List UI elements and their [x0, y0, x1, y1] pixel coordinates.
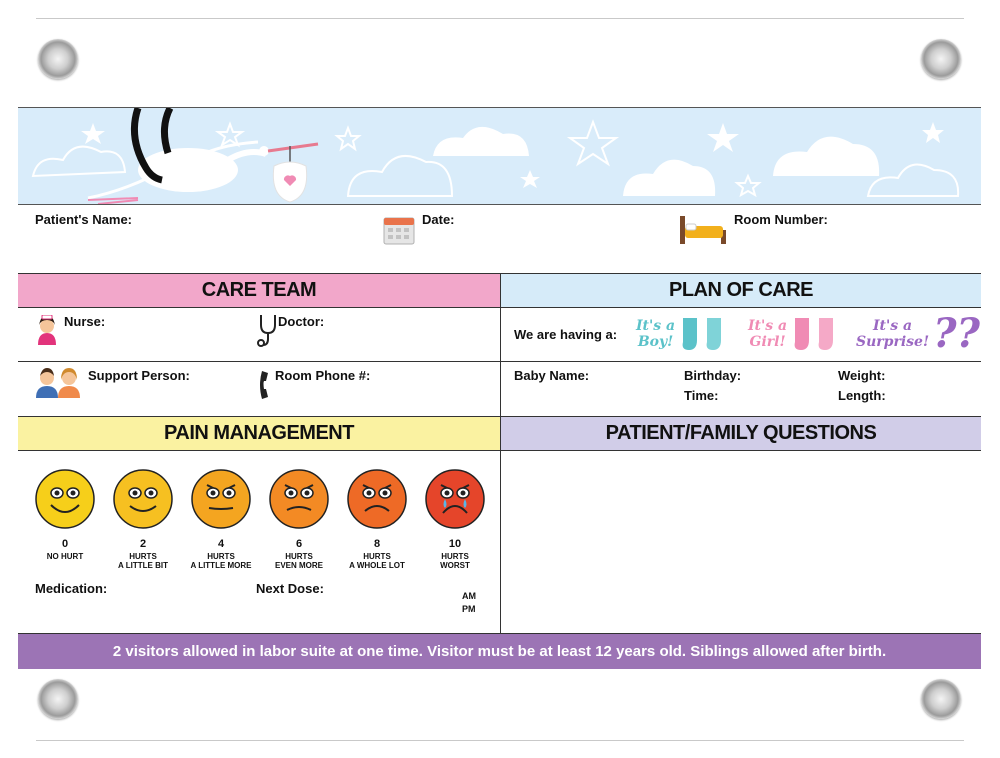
- pain-face-4-icon: [190, 468, 252, 530]
- star-icon: [520, 170, 540, 188]
- boy-line2: Boy!: [637, 334, 674, 350]
- questions-title: PATIENT/FAMILY QUESTIONS: [605, 422, 877, 444]
- board-bottom-edge: [36, 740, 964, 741]
- pain-level-line2: A LITTLE MORE: [190, 561, 252, 570]
- surprise-text: [856, 318, 929, 350]
- phone-icon: [258, 369, 274, 401]
- girl-line2: Girl!: [749, 334, 786, 350]
- standoff-top-left: [38, 39, 78, 79]
- star-outline-icon: [337, 128, 359, 149]
- star-icon: [707, 123, 739, 152]
- pain-level-line2: WORST: [440, 561, 470, 570]
- pain-level-line1: HURTS: [129, 552, 157, 561]
- blue-booties-icon: [679, 314, 729, 354]
- pain-level-line1: HURTS: [207, 552, 235, 561]
- standoff-bottom-right: [921, 679, 961, 719]
- support-people-icon: [34, 366, 84, 398]
- questions-writing-area[interactable]: [502, 451, 980, 633]
- pm-label[interactable]: PM: [462, 604, 476, 614]
- pain-face-6[interactable]: [264, 468, 334, 570]
- nurse-avatar: [34, 315, 60, 350]
- sky-banner: [18, 107, 981, 205]
- pain-face-0[interactable]: [30, 468, 100, 561]
- column-divider: [500, 273, 501, 634]
- patient-name-label: Patient's Name:: [35, 212, 133, 227]
- pain-level-number: 8: [373, 538, 381, 550]
- plan-of-care-header: [501, 274, 981, 307]
- cloud-icon: [773, 137, 879, 176]
- visitor-policy-text: 2 visitors allowed in labor suite at one time. Visitor must be at least 12 years old. Siblings allowed after birth.: [112, 643, 887, 660]
- bed-icon: [678, 212, 728, 246]
- girl-text: [748, 318, 787, 350]
- pain-face-10-icon: [424, 468, 486, 530]
- boy-option[interactable]: [636, 314, 729, 354]
- surprise-line1: It's a: [872, 318, 913, 334]
- boy-text: [636, 318, 675, 350]
- star-outline-icon: [737, 176, 759, 195]
- pain-level-number: 0: [61, 538, 69, 550]
- visitor-policy-banner: [18, 634, 981, 669]
- room-phone-label[interactable]: Room Phone #:: [275, 368, 371, 383]
- birthday-label[interactable]: Birthday:: [684, 368, 742, 383]
- cloud-icon: [623, 160, 715, 196]
- star-icon: [922, 122, 944, 143]
- pain-level-line1: HURTS: [441, 552, 469, 561]
- cloud-outline-icon: [33, 147, 125, 176]
- phone-avatar: [258, 369, 274, 406]
- baby-bundle-icon: [273, 146, 306, 202]
- patient-info-row: [18, 208, 981, 268]
- star-outline-icon: [570, 122, 616, 164]
- pain-level-line1: HURTS: [363, 552, 391, 561]
- calendar-icon: [382, 212, 416, 246]
- pain-face-8-icon: [346, 468, 408, 530]
- pain-management-title: PAIN MANAGEMENT: [164, 422, 354, 444]
- date-label: Date:: [422, 212, 455, 227]
- next-dose-label[interactable]: Next Dose:: [256, 581, 324, 596]
- room-number-label: Room Number:: [734, 212, 828, 227]
- cloud-outline-icon: [868, 165, 958, 196]
- patient-name-field[interactable]: [35, 212, 132, 227]
- support-avatar: [34, 366, 84, 403]
- board-top-edge: [36, 18, 964, 19]
- pain-level-line1: NO HURT: [46, 552, 84, 561]
- room-number-field[interactable]: [678, 212, 828, 246]
- boy-line1: It's a: [636, 318, 676, 334]
- stethoscope-icon: [256, 313, 280, 347]
- surprise-option[interactable]: [856, 310, 980, 357]
- pain-face-8[interactable]: [342, 468, 412, 570]
- pain-level-line2: EVEN MORE: [274, 561, 323, 570]
- am-label[interactable]: AM: [462, 591, 476, 601]
- length-label[interactable]: Length:: [838, 388, 886, 403]
- star-icon: [81, 123, 105, 144]
- pain-management-header: [18, 417, 500, 450]
- medication-label[interactable]: Medication:: [35, 581, 108, 596]
- pain-face-0-icon: [34, 468, 96, 530]
- having-label: We are having a:: [514, 327, 618, 342]
- cloud-icon: [433, 127, 529, 156]
- care-team-header: [18, 274, 500, 307]
- pain-level-number: 2: [139, 538, 147, 550]
- pain-level-number: 4: [217, 538, 225, 550]
- weight-label[interactable]: Weight:: [838, 368, 886, 383]
- pain-face-6-icon: [268, 468, 330, 530]
- baby-name-label[interactable]: Baby Name:: [514, 368, 590, 383]
- pain-face-2-icon: [112, 468, 174, 530]
- questions-header: [501, 417, 981, 450]
- pain-face-2[interactable]: [108, 468, 178, 570]
- question-marks: ??: [933, 310, 980, 357]
- doctor-label[interactable]: Doctor:: [278, 314, 325, 329]
- cloud-outline-icon: [348, 156, 452, 196]
- star-outline-icon: [218, 124, 242, 145]
- doctor-avatar: [256, 313, 280, 352]
- surprise-line2: Surprise!: [856, 334, 930, 350]
- standoff-top-right: [921, 39, 961, 79]
- pain-level-line1: HURTS: [285, 552, 313, 561]
- nurse-icon: [34, 315, 60, 345]
- girl-line1: It's a: [748, 318, 788, 334]
- nurse-label[interactable]: Nurse:: [64, 314, 106, 329]
- whiteboard: [18, 107, 981, 669]
- pain-face-4[interactable]: [186, 468, 256, 570]
- plan-of-care-title: PLAN OF CARE: [669, 279, 813, 301]
- girl-option[interactable]: [748, 314, 841, 354]
- standoff-bottom-left: [38, 679, 78, 719]
- pain-level-number: 10: [448, 538, 462, 550]
- pain-level-line2: A LITTLE BIT: [118, 561, 168, 570]
- support-person-label[interactable]: Support Person:: [88, 368, 190, 383]
- pain-level-number: 6: [295, 538, 303, 550]
- date-field[interactable]: [382, 212, 455, 246]
- pink-booties-icon: [791, 314, 841, 354]
- pain-face-10[interactable]: [420, 468, 490, 570]
- divider: [18, 633, 981, 634]
- care-team-title: CARE TEAM: [201, 279, 317, 301]
- time-label[interactable]: Time:: [684, 388, 719, 403]
- pain-level-line2: A WHOLE LOT: [349, 561, 405, 570]
- stork-sky-illustration: [18, 108, 981, 205]
